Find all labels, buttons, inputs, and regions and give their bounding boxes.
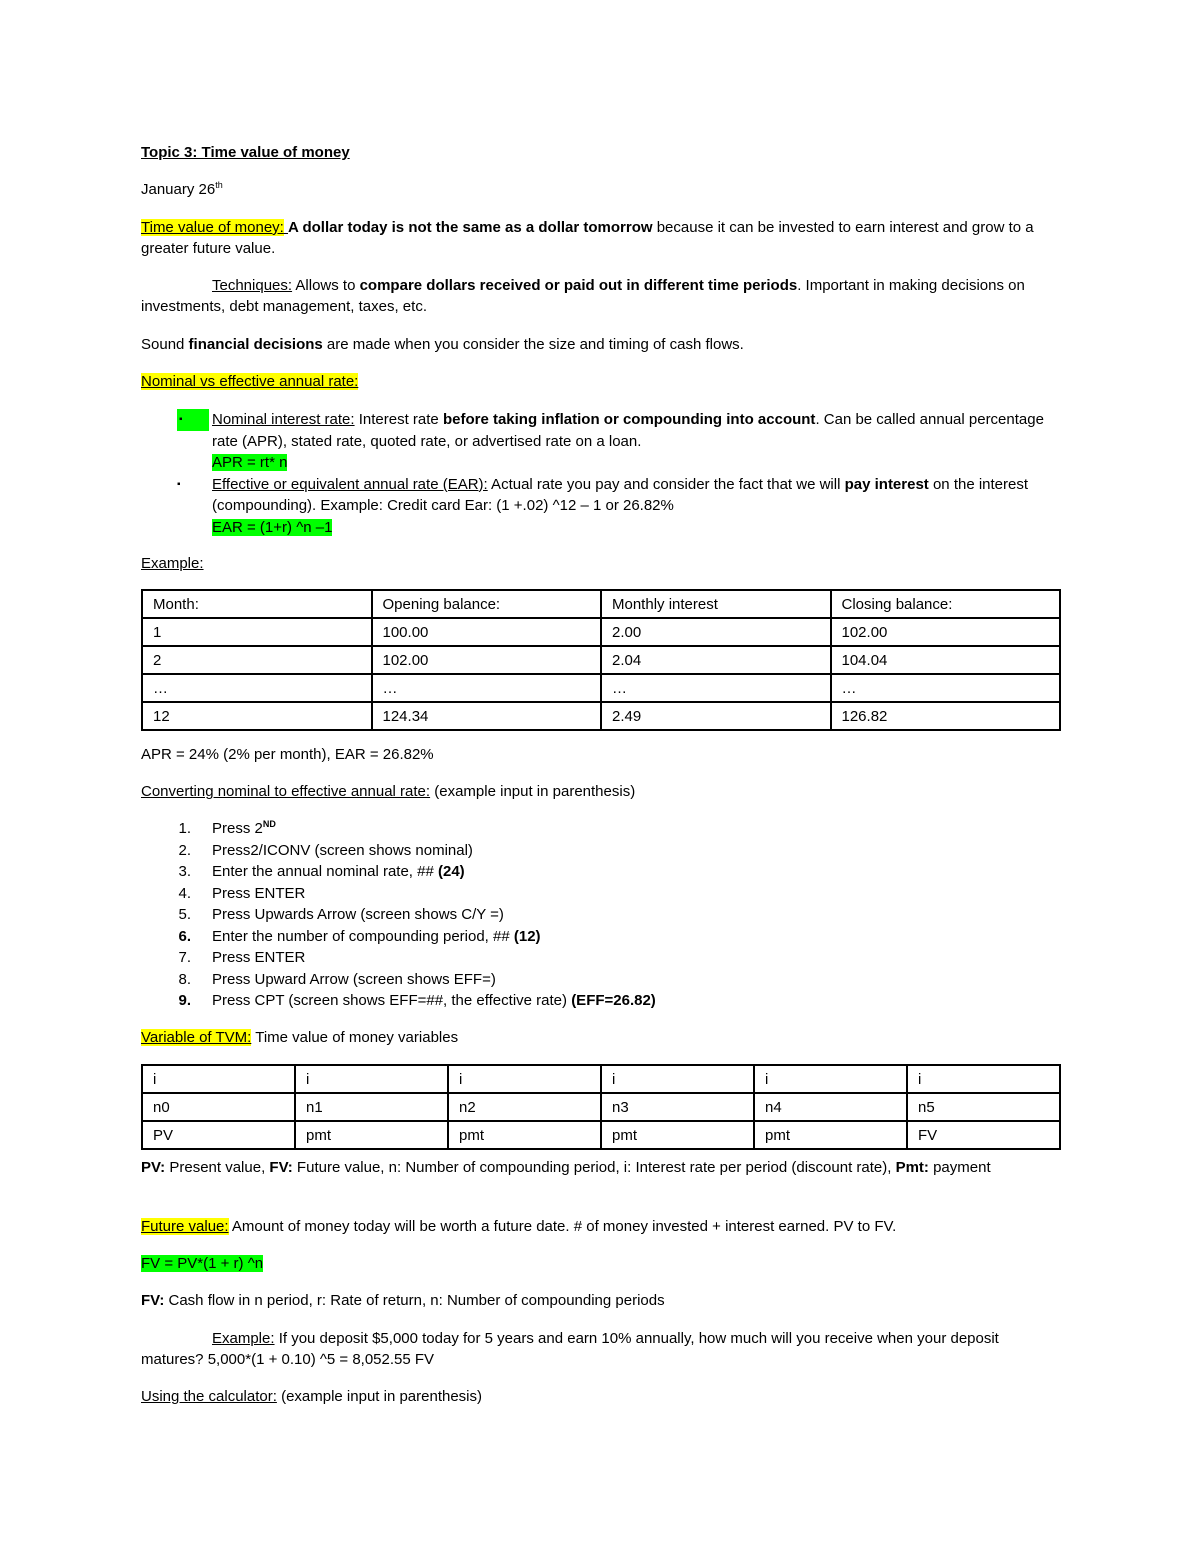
step-bold: (12) bbox=[513, 927, 541, 945]
step-text: Press ENTER bbox=[212, 949, 306, 966]
table-header-cell: Opening balance: bbox=[372, 590, 602, 618]
step-sup: ND bbox=[262, 819, 276, 829]
tvm-definition bbox=[141, 217, 1061, 259]
apr-formula: APR = rt* n bbox=[212, 454, 288, 471]
legend-pv: PV: bbox=[141, 1159, 166, 1176]
table-cell: pmt bbox=[448, 1121, 601, 1149]
table-cell: 100.00 bbox=[372, 618, 602, 646]
techniques-paragraph bbox=[141, 275, 1061, 317]
ear-label: Effective or equivalent annual rate (EAR): bbox=[212, 475, 488, 493]
techniques-pre: Allows to bbox=[292, 277, 360, 294]
table-row bbox=[142, 1093, 1060, 1121]
step-number: 6. bbox=[178, 927, 191, 945]
table-cell: 124.34 bbox=[372, 702, 602, 730]
calc-label: Using the calculator: bbox=[141, 1388, 277, 1405]
step-number: 2. bbox=[178, 841, 191, 859]
step-bold: (EFF=26.82) bbox=[571, 992, 656, 1009]
table-cell: n1 bbox=[295, 1093, 448, 1121]
fv-def-bold: FV: bbox=[141, 1292, 165, 1309]
nominal-heading bbox=[141, 371, 1061, 392]
fv-definition bbox=[141, 1290, 1061, 1311]
table-cell: i bbox=[907, 1065, 1060, 1093]
step-number: 5. bbox=[178, 906, 191, 923]
table-cell: i bbox=[754, 1065, 907, 1093]
example-table bbox=[141, 589, 1061, 731]
table-cell: … bbox=[142, 674, 372, 702]
legend-pmt-text: payment bbox=[928, 1159, 991, 1176]
table-cell: i bbox=[142, 1065, 295, 1093]
date-text: January 26 bbox=[141, 181, 216, 198]
example-label bbox=[141, 553, 1061, 574]
table-cell: i bbox=[601, 1065, 754, 1093]
list-item bbox=[141, 861, 1061, 883]
step-number: 4. bbox=[178, 884, 191, 902]
list-item bbox=[141, 883, 1061, 905]
table-row bbox=[142, 646, 1060, 674]
techniques-rest: . Important in making decisions on investments, debt management, taxes, etc. bbox=[141, 277, 1025, 315]
variable-rest: Time value of money variables bbox=[251, 1029, 459, 1046]
step-text: Press 2 bbox=[212, 820, 263, 837]
tvm-legend bbox=[141, 1157, 1061, 1178]
calc-rest: (example input in parenthesis) bbox=[276, 1388, 483, 1405]
nominal-label: Nominal interest rate: bbox=[212, 411, 355, 428]
date-line bbox=[141, 179, 1061, 200]
date-suffix: th bbox=[215, 180, 223, 190]
sound-bold: financial decisions bbox=[188, 336, 323, 353]
step-text: Press Upwards Arrow (screen shows C/Y =) bbox=[212, 906, 504, 923]
fv-example bbox=[141, 1328, 1061, 1370]
tvm-rest: because it can be invested to earn interest and grow to a greater future value. bbox=[141, 219, 1034, 257]
bullet-marker: ▪ bbox=[177, 478, 181, 490]
table-cell: n4 bbox=[754, 1093, 907, 1121]
fv-def-rest: Cash flow in n period, r: Rate of return, n: Number of compounding periods bbox=[164, 1292, 665, 1309]
list-item bbox=[141, 840, 1061, 862]
table-cell: pmt bbox=[754, 1121, 907, 1149]
list-item bbox=[141, 947, 1061, 969]
table-cell: n5 bbox=[907, 1093, 1060, 1121]
sound-paragraph bbox=[141, 334, 1061, 355]
table-cell: FV bbox=[907, 1121, 1060, 1149]
variable-label: Variable of TVM: bbox=[141, 1029, 252, 1046]
table-cell: … bbox=[601, 674, 831, 702]
step-text: Press ENTER bbox=[212, 884, 306, 902]
list-item bbox=[141, 474, 1061, 539]
step-text: Enter the annual nominal rate, ## bbox=[212, 863, 438, 880]
tvm-label: Time value of money: bbox=[141, 219, 284, 236]
ear-rest: on the interest (compounding). Example: Credit card Ear: (1 +.02) ^12 – 1 or 26.82% bbox=[212, 475, 1029, 514]
converting-label: Converting nominal to effective annual rate: bbox=[141, 783, 431, 800]
step-number: 7. bbox=[178, 949, 191, 966]
table-cell: … bbox=[372, 674, 602, 702]
list-item bbox=[141, 409, 1061, 474]
step-text: Press Upward Arrow (screen shows EFF=) bbox=[212, 970, 496, 988]
rate-bullet-list bbox=[141, 409, 1061, 538]
fv-example-rest: If you deposit $5,000 today for 5 years and earn 10% annually, how much will you receive when your deposit matures? 5,000*(1 + 0.10) ^5 = 8,052.55 FV bbox=[141, 1330, 999, 1368]
table-cell: PV bbox=[142, 1121, 295, 1149]
table-cell: 2.49 bbox=[601, 702, 831, 730]
fv-example-label: Example: bbox=[212, 1330, 275, 1347]
step-number: 1. bbox=[178, 820, 191, 837]
tvm-bold: A dollar today is not the same as a dollar tomorrow bbox=[288, 219, 653, 236]
calculator-heading bbox=[141, 1386, 1061, 1407]
step-text: Press2/ICONV (screen shows nominal) bbox=[212, 841, 473, 859]
fv-formula: FV = PV*(1 + r) ^n bbox=[141, 1255, 264, 1272]
table-cell: n2 bbox=[448, 1093, 601, 1121]
converting-heading bbox=[141, 781, 1061, 802]
table-row bbox=[142, 702, 1060, 730]
table-cell: i bbox=[448, 1065, 601, 1093]
list-item bbox=[141, 926, 1061, 948]
variable-heading bbox=[141, 1027, 1061, 1048]
sound-pre: Sound bbox=[141, 336, 189, 353]
table-row bbox=[142, 1065, 1060, 1093]
sound-rest: are made when you consider the size and timing of cash flows. bbox=[322, 336, 744, 353]
list-item bbox=[141, 969, 1061, 991]
table-header-row bbox=[142, 590, 1060, 618]
table-cell: pmt bbox=[601, 1121, 754, 1149]
nominal-bold: before taking inflation or compounding into account bbox=[442, 411, 816, 428]
apr-note: APR = 24% (2% per month), EAR = 26.82% bbox=[141, 746, 434, 763]
table-header-cell: Monthly interest bbox=[601, 590, 831, 618]
fv-formula-line bbox=[141, 1253, 1061, 1274]
step-text: Enter the number of compounding period, ## bbox=[212, 927, 514, 945]
table-cell: 1 bbox=[142, 618, 372, 646]
table-cell: n3 bbox=[601, 1093, 754, 1121]
table-cell: 102.00 bbox=[831, 618, 1061, 646]
page-title: Topic 3: Time value of money bbox=[141, 144, 350, 161]
step-number: 3. bbox=[178, 863, 191, 880]
legend-pv-text: Present value, bbox=[165, 1159, 270, 1176]
bullet-marker: ▪ bbox=[177, 409, 209, 431]
table-row bbox=[142, 618, 1060, 646]
list-item bbox=[141, 990, 1061, 1012]
step-number: 8. bbox=[178, 970, 191, 988]
conversion-steps bbox=[141, 818, 1061, 1012]
techniques-label: Techniques: bbox=[212, 277, 293, 294]
table-header-cell: Closing balance: bbox=[831, 590, 1061, 618]
tvm-variables-table bbox=[141, 1064, 1061, 1150]
table-cell: 2 bbox=[142, 646, 372, 674]
ear-bold: pay interest bbox=[844, 475, 929, 493]
example-label-text: Example: bbox=[141, 555, 204, 572]
table-header-cell: Month: bbox=[142, 590, 372, 618]
future-label: Future value: bbox=[141, 1218, 229, 1235]
table-cell: 2.04 bbox=[601, 646, 831, 674]
table-cell: pmt bbox=[295, 1121, 448, 1149]
list-item bbox=[141, 818, 1061, 840]
table-cell: … bbox=[831, 674, 1061, 702]
future-rest: Amount of money today will be worth a future date. # of money invested + interest earned. PV to FV. bbox=[228, 1218, 897, 1235]
ear-pre: Actual rate you pay and consider the fact that we will bbox=[487, 475, 845, 493]
table-row bbox=[142, 1121, 1060, 1149]
legend-fv: FV: bbox=[269, 1159, 293, 1176]
table-cell: 2.00 bbox=[601, 618, 831, 646]
nominal-heading-text: Nominal vs effective annual rate: bbox=[141, 373, 359, 390]
step-number: 9. bbox=[178, 992, 191, 1009]
step-bold: (24) bbox=[437, 863, 465, 880]
legend-pmt: Pmt: bbox=[895, 1159, 929, 1176]
table-cell: 126.82 bbox=[831, 702, 1061, 730]
converting-rest: (example input in parenthesis) bbox=[430, 783, 636, 800]
table-row bbox=[142, 674, 1060, 702]
step-text: Press CPT (screen shows EFF=##, the effective rate) bbox=[212, 992, 572, 1009]
list-item bbox=[141, 904, 1061, 926]
techniques-bold: compare dollars received or paid out in different time periods bbox=[359, 277, 798, 294]
table-cell: 104.04 bbox=[831, 646, 1061, 674]
legend-fv-text: Future value, n: Number of compounding period, i: Interest rate per period (discount rate), bbox=[292, 1159, 896, 1176]
table-cell: 12 bbox=[142, 702, 372, 730]
table-cell: n0 bbox=[142, 1093, 295, 1121]
table-cell: 102.00 bbox=[372, 646, 602, 674]
nominal-rest: . Can be called annual percentage rate (APR), stated rate, quoted rate, or advertised rate on a loan. bbox=[212, 411, 1044, 450]
ear-formula: EAR = (1+r) ^n –1 bbox=[212, 518, 333, 536]
table-cell: i bbox=[295, 1065, 448, 1093]
future-value-paragraph bbox=[141, 1216, 1061, 1237]
nominal-pre: Interest rate bbox=[354, 411, 443, 428]
